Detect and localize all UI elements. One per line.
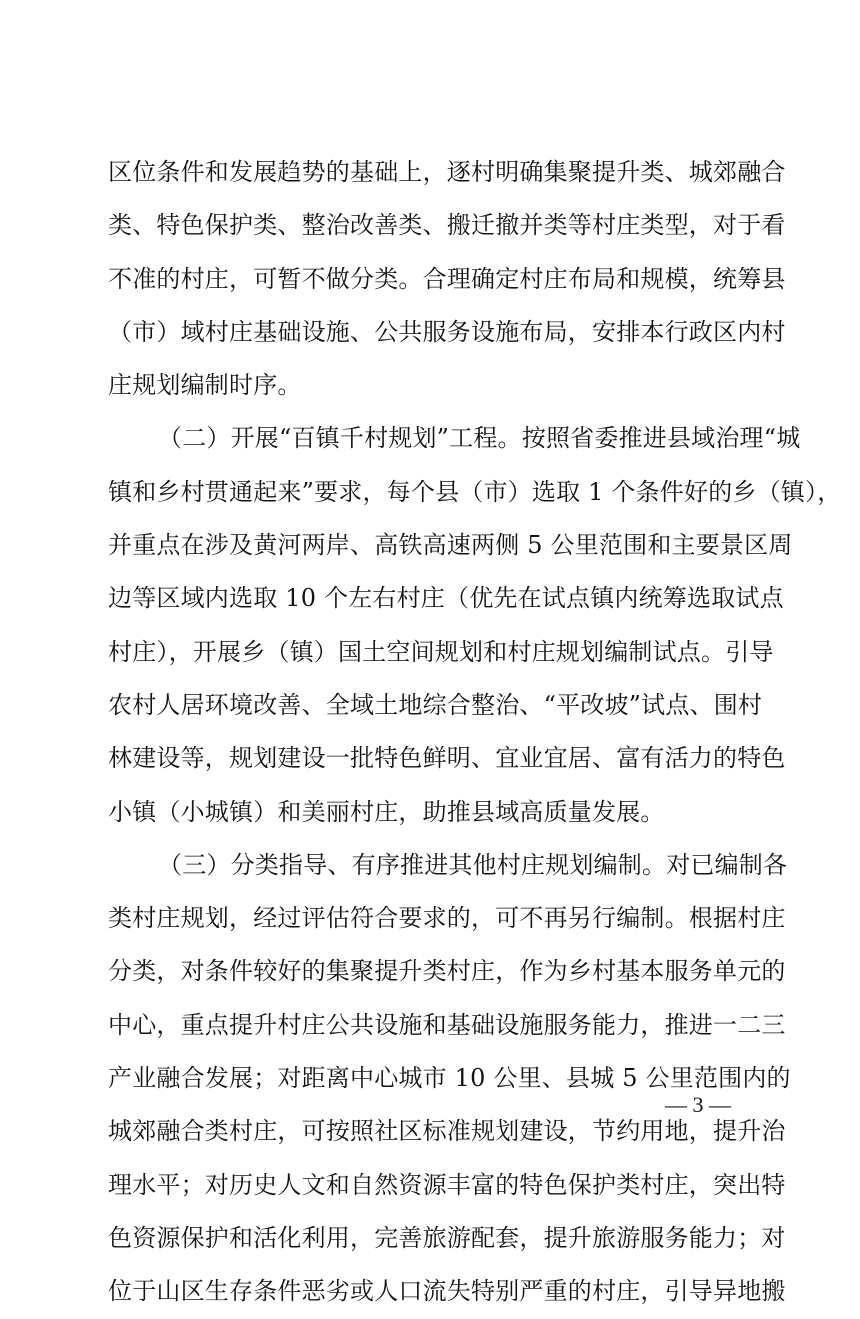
text-line: 镇和乡村贯通起来”要求，每个县（市）选取 1 个条件好的乡（镇），	[108, 477, 842, 506]
text-line: 色资源保护和活化利用，完善旅游配套，提升旅游服务能力；对	[108, 1223, 786, 1252]
text-line: 村庄），开展乡（镇）国土空间规划和村庄规划编制试点。引导	[108, 637, 774, 666]
text-line: 理水平；对历史人文和自然资源丰富的特色保护类村庄，突出特	[108, 1170, 786, 1199]
text-line: 庄规划编制时序。	[108, 371, 302, 400]
document-body	[108, 146, 842, 1319]
paragraph-p1	[108, 146, 786, 412]
paragraph-p2	[108, 412, 842, 838]
text-line: （二）开展“百镇千村规划”工程。按照省委推进县域治理“城	[158, 424, 801, 453]
page-number: — 3 —	[665, 1092, 731, 1117]
text-line: 小镇（小城镇）和美丽村庄，助推县域高质量发展。	[108, 797, 665, 826]
text-line: （三）分类指导、有序推进其他村庄规划编制。对已编制各	[158, 850, 788, 879]
text-line: 农村人居环境改善、全域土地综合整治、“平改坡”试点、围村	[108, 690, 763, 719]
text-line: 类村庄规划，经过评估符合要求的，可不再另行编制。根据村庄	[108, 904, 786, 933]
text-line: 城郊融合类村庄，可按照社区标准规划建设，节约用地，提升治	[108, 1117, 786, 1146]
text-line: 中心，重点提升村庄公共设施和基础设施服务能力，推进一二三	[108, 1010, 786, 1039]
text-line: 产业融合发展；对距离中心城市 10 公里、县城 5 公里范围内的	[108, 1064, 791, 1093]
text-line: （市）域村庄基础设施、公共服务设施布局，安排本行政区内村	[108, 317, 786, 346]
text-line: 分类，对条件较好的集聚提升类村庄，作为乡村基本服务单元的	[108, 957, 786, 986]
text-line: 林建设等，规划建设一批特色鲜明、宜业宜居、富有活力的特色	[108, 744, 786, 773]
text-line: 类、特色保护类、整治改善类、搬迁撤并类等村庄类型，对于看	[108, 211, 786, 240]
text-line: 不准的村庄，可暂不做分类。合理确定村庄布局和规模，统筹县	[108, 264, 786, 293]
paragraph-p3	[108, 839, 791, 1319]
text-line: 并重点在涉及黄河两岸、高铁高速两侧 5 公里范围和主要景区周	[108, 531, 793, 560]
text-line: 位于山区生存条件恶劣或人口流失特别严重的村庄，引导异地搬	[108, 1277, 786, 1306]
text-line: 区位条件和发展趋势的基础上，逐村明确集聚提升类、城郊融合	[108, 158, 786, 186]
text-line: 边等区域内选取 10 个左右村庄（优先在试点镇内统筹选取试点	[108, 584, 784, 613]
